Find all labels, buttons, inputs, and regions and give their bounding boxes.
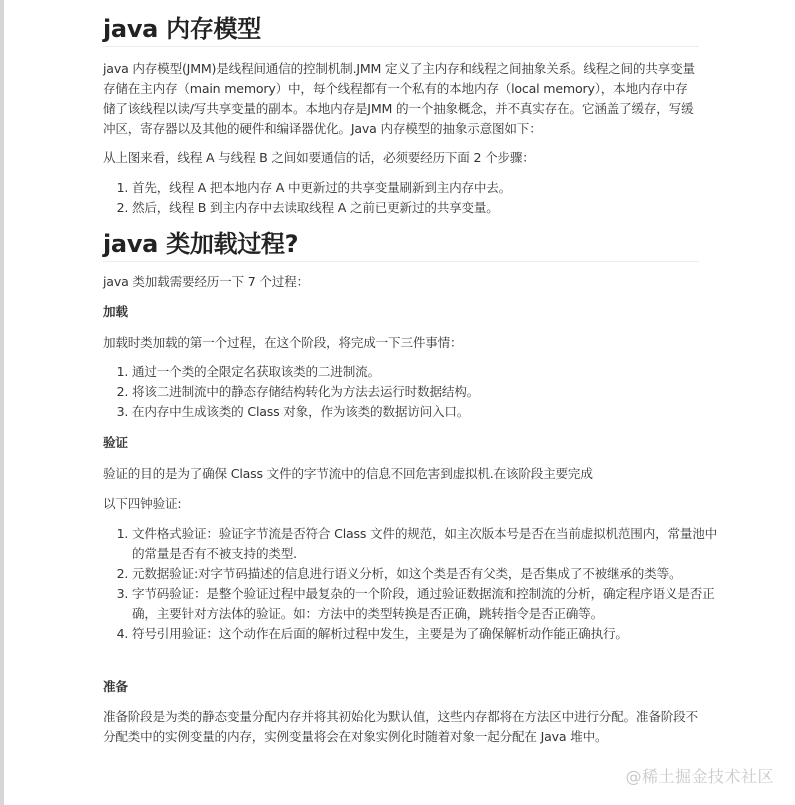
subheading-verification: 验证 [103,435,128,450]
verification-paragraph: 验证的目的是为了确保 Class 文件的字节流中的信息不回危害到虚拟机.在该阶段主要完成 [103,466,593,481]
jmm-intro-paragraph: java 内存模型(JMM)是线程间通信的控制机制.JMM 定义了主内存和线程之间抽象关系。线程之间的共享变量存储在主内存（main memory）中，每个线程都有一个私有的本地内存（local memory），本地内存中存储了该线程以读/写共享变量的副本。本地内存是JMM 的一个抽象概念，并不真实存在。它涵盖了缓存，写缓冲区，寄存器以及其他的硬件和编译器优化。Java 内存模型的抽象示意图如下： [103,61,695,136]
list-item: 2. 元数据验证:对字节码描述的信息进行语义分析，如这个类是否有父类，是否集成了不被继承的类等。 [132,564,728,584]
verification-paragraph-2: 以下四钟验证: [103,496,182,511]
jmm-steps-intro: 从上图来看，线程 A 与线程 B 之间如要通信的话，必须要经历下面 2 个步骤： [103,150,535,165]
heading-class-loading: java 类加载过程? [103,229,699,262]
list-item: 2. 然后，线程 B 到主内存中去读取线程 A 之前已更新过的共享变量。 [132,198,728,218]
preparation-paragraph: 准备阶段是为类的静态变量分配内存并将其初始化为默认值，这些内存都将在方法区中进行分配。准备阶段不分配类中的实例变量的内存，实例变量将会在对象实例化时随着对象一起分配在 Java 堆中。 [103,709,698,744]
loading-paragraph: 加载时类加载的第一个过程，在这个阶段，将完成一下三件事情： [103,335,463,350]
list-item: 1. 通过一个类的全限定名获取该类的二进制流。 [132,362,728,382]
verification-steps-list [103,524,728,644]
list-item: 1. 文件格式验证：验证字节流是否符合 Class 文件的规范，如主次版本号是否在当前虚拟机范围内，常量池中的常量是否有不被支持的类型. [132,524,728,564]
classloading-intro: java 类加载需要经历一下 7 个过程： [103,274,309,289]
list-item: 2. 将该二进制流中的静态存储结构转化为方法去运行时数据结构。 [132,382,728,402]
list-item: 3. 在内存中生成该类的 Class 对象，作为该类的数据访问入口。 [132,402,728,422]
list-item: 4. 符号引用验证：这个动作在后面的解析过程中发生，主要是为了确保解析动作能正确执行。 [132,624,728,644]
subheading-preparation: 准备 [103,679,128,694]
list-item: 1. 首先，线程 A 把本地内存 A 中更新过的共享变量刷新到主内存中去。 [132,178,728,198]
jmm-steps-list [103,178,728,218]
left-edge-strip [0,0,4,805]
watermark-text: @稀土掘金技术社区 [625,767,774,786]
loading-steps-list [103,362,728,422]
list-item: 3. 字节码验证：是整个验证过程中最复杂的一个阶段，通过验证数据流和控制流的分析，确定程序语义是否正确，主要针对方法体的验证。如：方法中的类型转换是否正确，跳转指令是否正确等。 [132,584,728,624]
heading-java-memory-model: java 内存模型 [103,14,699,47]
subheading-loading: 加载 [103,304,128,319]
